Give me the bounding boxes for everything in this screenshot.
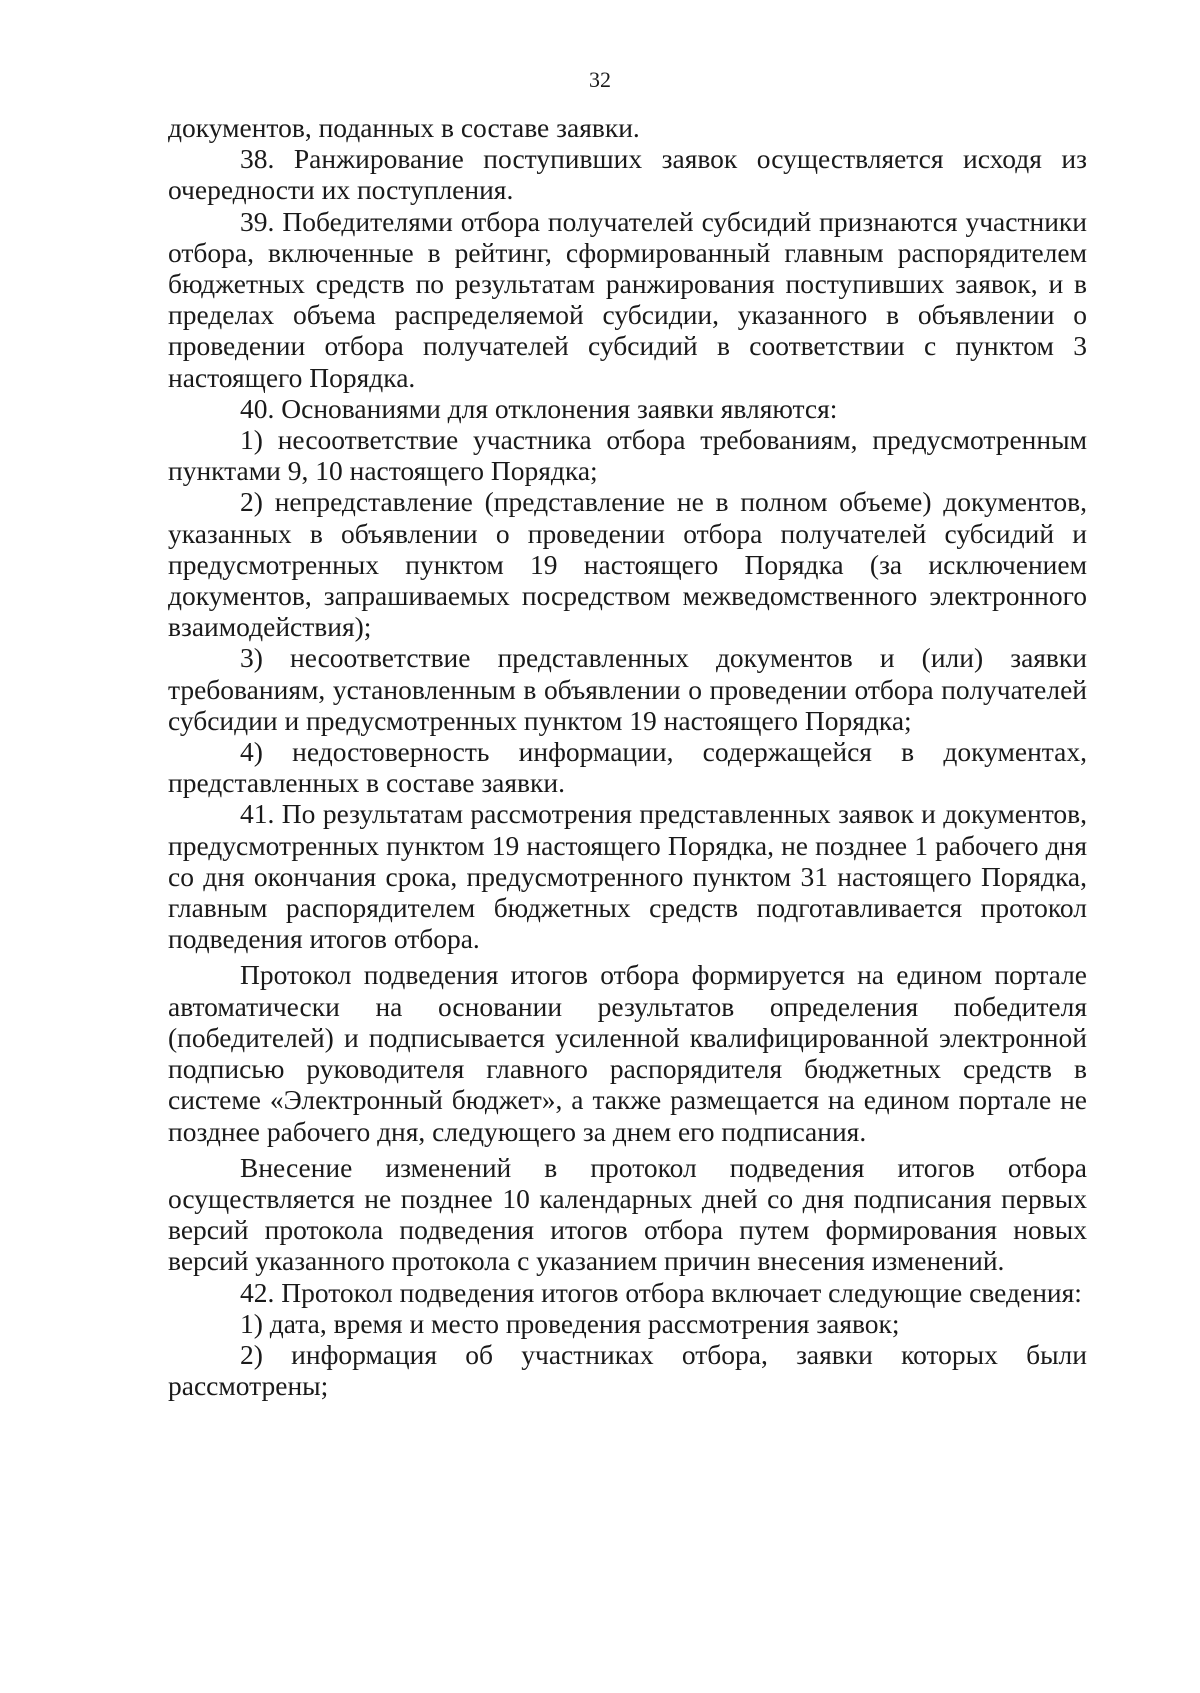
paragraph-42-item-1: 1) дата, время и место проведения рассмотрения заявок;: [240, 1307, 900, 1339]
paragraph-42-item-2: 2) информация об участниках отбора, заявки которых были рассмотрены;: [168, 1338, 1087, 1402]
paragraph-continuation: документов, поданных в составе заявки.: [168, 112, 640, 143]
paragraph-42: 42. Протокол подведения итогов отбора включает следующие сведения:: [240, 1276, 1082, 1308]
paragraph-40-item-2: 2) непредставление (представление не в полном объеме) документов, указанных в объявлении о проведении отбора получателей субсидий и предусмотренных пунктом 19 настоящего Порядка (за исключением документов, запрашиваемых посредством межведомственного электронного взаимодействия);: [168, 486, 1087, 643]
paragraph-41-changes: Внесение изменений в протокол подведения итогов отбора осуществляется не позднее 10 календарных дней со дня подписания первых версий протокола подведения итогов отбора путем формирования новых версий указанного протокола с указанием причин внесения изменений.: [168, 1151, 1087, 1277]
paragraph-40: 40. Основаниями для отклонения заявки являются:: [240, 392, 838, 424]
paragraph-40-item-4: 4) недостоверность информации, содержащейся в документах, представленных в составе заявки.: [168, 736, 1087, 799]
paragraph-41: 41. По результатам рассмотрения представленных заявок и документов, предусмотренных пунктом 19 настоящего Порядка, не позднее 1 рабочего дня со дня окончания срока, предусмотренного пунктом 31 настоящего Порядка, главным распорядителем бюджетных средств подготавливается протокол подведения итогов отбора.: [168, 798, 1087, 955]
paragraph-41-protocol: Протокол подведения итогов отбора формируется на едином портале автоматически на основании результатов определения победителя (победителей) и подписывается усиленной квалифицированной электронной подписью руководителя главного распорядителя бюджетных средств в системе «Электронный бюджет», а также размещается на едином портале не позднее рабочего дня, следующего за днем его подписания.: [168, 959, 1087, 1147]
document-body: [168, 112, 1087, 1401]
page-number: 32: [589, 67, 611, 92]
paragraph-40-item-3: 3) несоответствие представленных документов и (или) заявки требованиям, установленным в объявлении о проведении отбора получателей субсидии и предусмотренных пунктом 19 настоящего Порядка;: [168, 642, 1087, 736]
paragraph-40-item-1: 1) несоответствие участника отбора требованиям, предусмотренным пунктами 9, 10 настоящего Порядка;: [168, 424, 1087, 487]
paragraph-38: 38. Ранжирование поступивших заявок осуществляется исходя из очередности их поступления.: [168, 143, 1087, 206]
paragraph-39: 39. Победителями отбора получателей субсидий признаются участники отбора, включенные в рейтинг, сформированный главным распорядителем бюджетных средств по результатам ранжирования поступивших заявок, и в пределах объема распределяемой субсидии, указанного в объявлении о проведении отбора получателей субсидий в соответствии с пунктом 3 настоящего Порядка.: [168, 205, 1087, 393]
